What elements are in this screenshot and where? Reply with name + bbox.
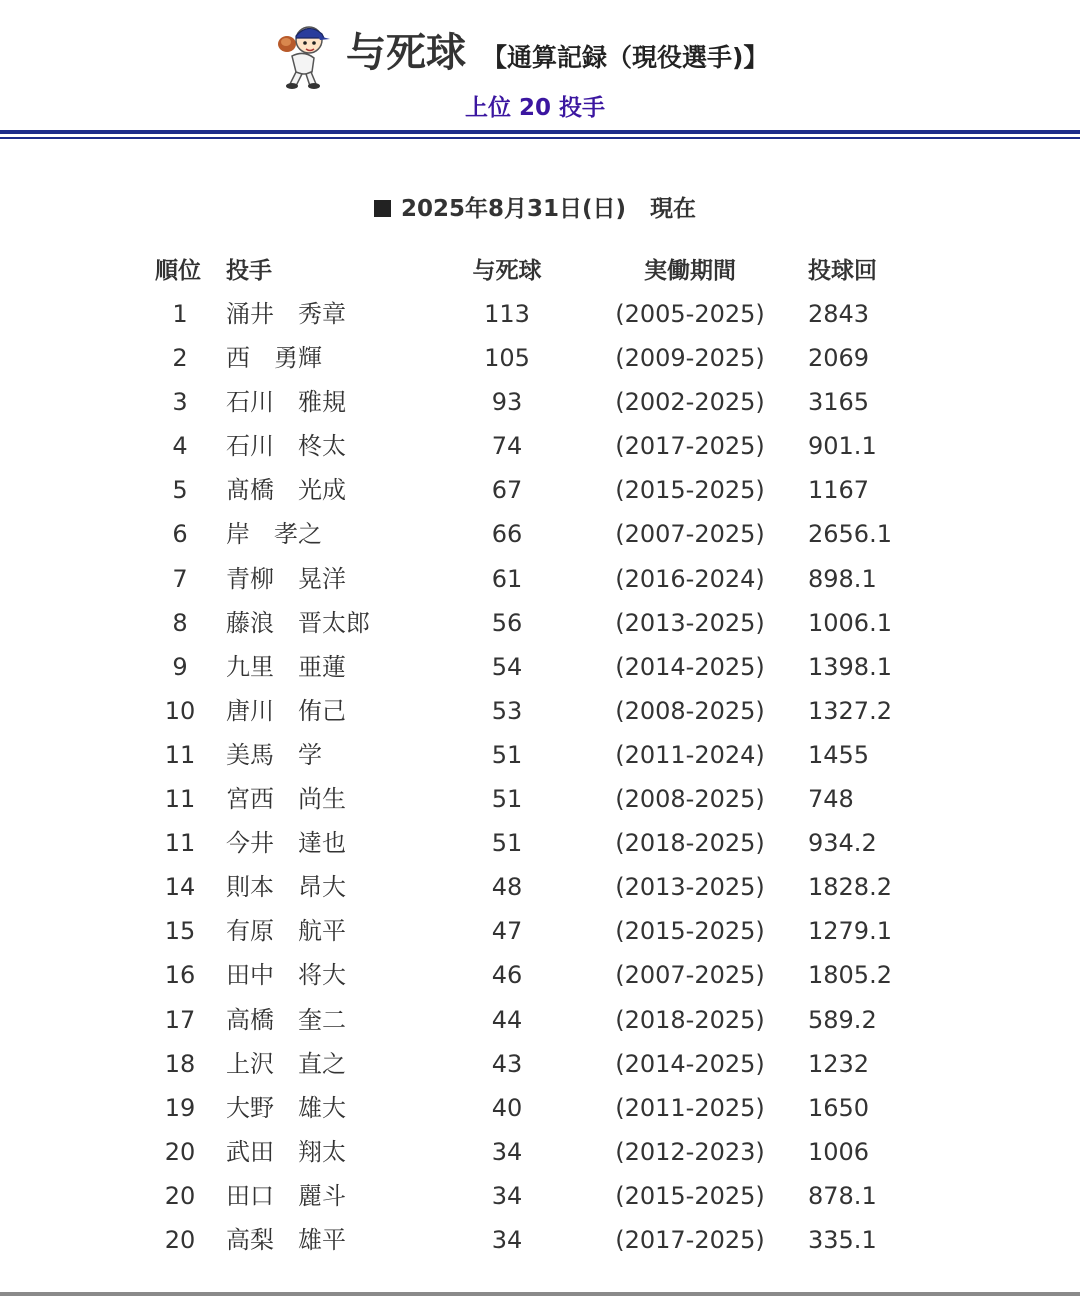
active-years-cell: (2017-2025) [615,1225,765,1254]
table-row [0,1218,1080,1262]
pitcher-name-cell [226,1174,346,1218]
hbp-cell: 66 [491,520,523,549]
active-years-cell: (2016-2024) [615,564,765,593]
column-header-rank: 順位 [155,258,201,284]
pitcher-first-name: 奎二 [298,1005,346,1034]
rank-cell: 5 [172,476,188,505]
pitcher-last-name: 大野 [226,1093,274,1122]
active-years-cell: (2002-2025) [615,388,765,417]
innings-cell: 1006.1 [808,608,892,637]
pitcher-name-cell [226,865,346,909]
pitcher-name-cell [226,601,370,645]
rank-cell: 17 [164,1005,196,1034]
column-header-innings: 投球回 [808,258,877,284]
rank-cell: 4 [172,432,188,461]
pitcher-last-name: 唐川 [226,696,274,725]
pitcher-name-cell [226,733,322,777]
pitcher-name-cell [226,909,346,953]
pitcher-first-name: 麗斗 [298,1181,346,1210]
column-header-hbp: 与死球 [472,258,542,284]
active-years-cell: (2012-2023) [615,1137,765,1166]
active-years-cell: (2015-2025) [615,917,765,946]
rank-cell: 15 [164,917,196,946]
page-title-subtitle: 【通算記録（現役選手)】 [482,43,769,72]
rank-cell: 3 [172,388,188,417]
pitcher-last-name: 高梨 [226,1225,274,1254]
pitcher-first-name: 昂大 [298,873,346,902]
table-row [0,1130,1080,1174]
table-row [0,1174,1080,1218]
table-body [0,292,1080,1262]
table-row [0,645,1080,689]
active-years-cell: (2013-2025) [615,873,765,902]
pitcher-name-cell [226,821,346,865]
rank-cell: 19 [164,1093,196,1122]
innings-cell: 1398.1 [808,652,892,681]
page-title: 与死球 [346,30,466,76]
hbp-cell: 67 [491,476,523,505]
rank-cell: 16 [164,961,196,990]
hbp-cell: 61 [491,564,523,593]
hbp-cell: 40 [491,1093,523,1122]
hbp-cell: 74 [491,432,523,461]
pitcher-last-name: 則本 [226,873,274,902]
active-years-cell: (2014-2025) [615,652,765,681]
pitcher-first-name: 直之 [298,1049,346,1078]
table-row [0,557,1080,601]
pitcher-last-name: 田中 [226,961,274,990]
pitcher-name-cell [226,512,322,556]
pitcher-first-name: 雄平 [298,1225,346,1254]
innings-cell: 335.1 [808,1225,877,1254]
pitcher-first-name: 孝之 [274,520,322,549]
pitcher-first-name: 雄大 [298,1093,346,1122]
active-years-cell: (2008-2025) [615,785,765,814]
hbp-cell: 105 [484,344,530,373]
as-of-label: 現在 [650,196,697,222]
pitcher-name-cell [226,777,346,821]
table-row [0,953,1080,997]
pitcher-first-name: 尚生 [298,785,346,814]
table-row [0,601,1080,645]
pitcher-name-cell [226,557,346,601]
hbp-cell: 51 [491,740,523,769]
table-row [0,998,1080,1042]
pitcher-last-name: 藤浪 [226,608,274,637]
innings-cell: 2656.1 [808,520,892,549]
hbp-cell: 53 [491,696,523,725]
footer-divider [0,1292,1080,1296]
active-years-cell: (2018-2025) [615,1005,765,1034]
pitcher-name-cell [226,1042,346,1086]
hbp-cell: 48 [491,873,523,902]
pitcher-first-name: 雅規 [298,388,346,417]
active-years-cell: (2007-2025) [615,520,765,549]
innings-cell: 748 [808,785,854,814]
pitcher-name-cell [226,1086,346,1130]
pitcher-last-name: 宮西 [226,785,274,814]
pitcher-name-cell [226,689,346,733]
active-years-cell: (2011-2024) [615,740,765,769]
rank-cell: 6 [172,520,188,549]
pitcher-first-name: 学 [298,740,322,769]
rank-cell: 11 [164,829,196,858]
table-header-row [0,250,1080,292]
table-row [0,909,1080,953]
innings-cell: 1650 [808,1093,870,1122]
hbp-cell: 34 [491,1181,523,1210]
hbp-cell: 56 [491,608,523,637]
pitcher-first-name: 翔太 [298,1137,346,1166]
pitcher-name-cell [226,424,346,468]
pitcher-name-cell [226,468,346,512]
header-divider-thin [0,137,1080,139]
pitcher-last-name: 上沢 [226,1049,274,1078]
innings-cell: 2843 [808,300,870,328]
pitcher-last-name: 西 [226,344,250,373]
active-years-cell: (2011-2025) [615,1093,765,1122]
innings-cell: 1805.2 [808,961,892,990]
innings-cell: 1455 [808,740,870,769]
hbp-cell: 93 [491,388,523,417]
pitcher-name-cell [226,380,346,424]
header-divider-thick [0,130,1080,134]
hbp-cell: 34 [491,1225,523,1254]
innings-cell: 1006 [808,1137,870,1166]
table-row [0,512,1080,556]
rank-cell: 11 [164,740,196,769]
pitcher-last-name: 田口 [226,1181,274,1210]
pitcher-first-name: 勇輝 [274,344,322,373]
rank-cell: 10 [164,696,196,725]
innings-cell: 1232 [808,1049,870,1078]
hbp-cell: 54 [491,652,523,681]
innings-cell: 901.1 [808,432,877,461]
innings-cell: 1167 [808,476,870,505]
table-row [0,292,1080,336]
hbp-cell: 44 [491,1005,523,1034]
pitcher-last-name: 岸 [226,520,250,549]
rank-cell: 9 [172,652,188,681]
table-row [0,468,1080,512]
pitcher-first-name: 柊太 [298,432,346,461]
pitcher-last-name: 涌井 [226,300,274,328]
black-square-icon [374,200,391,217]
rank-cell: 7 [172,564,188,593]
rank-cell: 18 [164,1049,196,1078]
pitcher-last-name: 髙橋 [226,476,274,505]
pitcher-last-name: 今井 [226,829,274,858]
active-years-cell: (2015-2025) [615,1181,765,1210]
active-years-cell: (2013-2025) [615,608,765,637]
innings-cell: 1327.2 [808,696,892,725]
hbp-cell: 34 [491,1137,523,1166]
column-header-pitcher: 投手 [226,258,272,284]
table-row [0,777,1080,821]
active-years-cell: (2014-2025) [615,1049,765,1078]
rank-cell: 20 [164,1181,196,1210]
pitcher-name-cell [226,292,346,336]
pitcher-first-name: 将大 [298,961,346,990]
innings-cell: 589.2 [808,1005,877,1034]
active-years-cell: (2005-2025) [615,300,765,328]
table-row [0,821,1080,865]
pitcher-last-name: 高橋 [226,1005,274,1034]
pitcher-last-name: 青柳 [226,564,274,593]
active-years-cell: (2018-2025) [615,829,765,858]
table-row [0,380,1080,424]
pitcher-first-name: 亜蓮 [298,652,346,681]
innings-cell: 1828.2 [808,873,892,902]
table-row [0,1086,1080,1130]
hbp-cell: 43 [491,1049,523,1078]
page-header [0,0,1080,130]
hbp-cell: 46 [491,961,523,990]
rank-cell: 20 [164,1225,196,1254]
hbp-cell: 113 [484,300,530,328]
pitcher-last-name: 石川 [226,432,274,461]
active-years-cell: (2008-2025) [615,696,765,725]
active-years-cell: (2015-2025) [615,476,765,505]
pitcher-first-name: 侑己 [298,696,346,725]
hbp-cell: 51 [491,829,523,858]
pitcher-name-cell [226,953,346,997]
innings-cell: 878.1 [808,1181,877,1210]
rank-cell: 8 [172,608,188,637]
pitcher-first-name: 晃洋 [298,564,346,593]
pitcher-name-cell [226,1218,346,1262]
rank-cell: 20 [164,1137,196,1166]
rank-cell: 1 [172,300,188,328]
pitcher-last-name: 有原 [226,917,274,946]
ranking-scope-label: 上位 20 投手 [464,95,606,121]
pitcher-first-name: 達也 [298,829,346,858]
innings-cell: 3165 [808,388,870,417]
pitcher-name-cell [226,1130,346,1174]
pitcher-last-name: 美馬 [226,740,274,769]
rank-cell: 2 [172,344,188,373]
table-row [0,424,1080,468]
baseball-pitcher-mascot-icon [274,20,334,90]
pitcher-first-name: 航平 [298,917,346,946]
hbp-cell: 51 [491,785,523,814]
hbp-cell: 47 [491,917,523,946]
ranking-table [0,250,1080,1262]
table-row [0,689,1080,733]
pitcher-first-name: 晋太郎 [298,608,370,637]
innings-cell: 898.1 [808,564,877,593]
pitcher-name-cell [226,336,322,380]
table-row [0,733,1080,777]
innings-cell: 934.2 [808,829,877,858]
as-of-date-line [0,192,1070,226]
pitcher-name-cell [226,645,346,689]
active-years-cell: (2009-2025) [615,344,765,373]
as-of-date: 2025年8月31日(日) [400,196,627,222]
pitcher-last-name: 武田 [226,1137,274,1166]
innings-cell: 1279.1 [808,917,892,946]
column-header-active-years: 実働期間 [644,258,736,284]
pitcher-last-name: 石川 [226,388,274,417]
pitcher-last-name: 九里 [226,652,274,681]
pitcher-first-name: 秀章 [298,300,346,328]
pitcher-first-name: 光成 [298,476,346,505]
active-years-cell: (2007-2025) [615,961,765,990]
table-row [0,336,1080,380]
rank-cell: 14 [164,873,196,902]
table-row [0,865,1080,909]
rank-cell: 11 [164,785,196,814]
active-years-cell: (2017-2025) [615,432,765,461]
pitcher-name-cell [226,998,346,1042]
innings-cell: 2069 [808,344,870,373]
table-row [0,1042,1080,1086]
